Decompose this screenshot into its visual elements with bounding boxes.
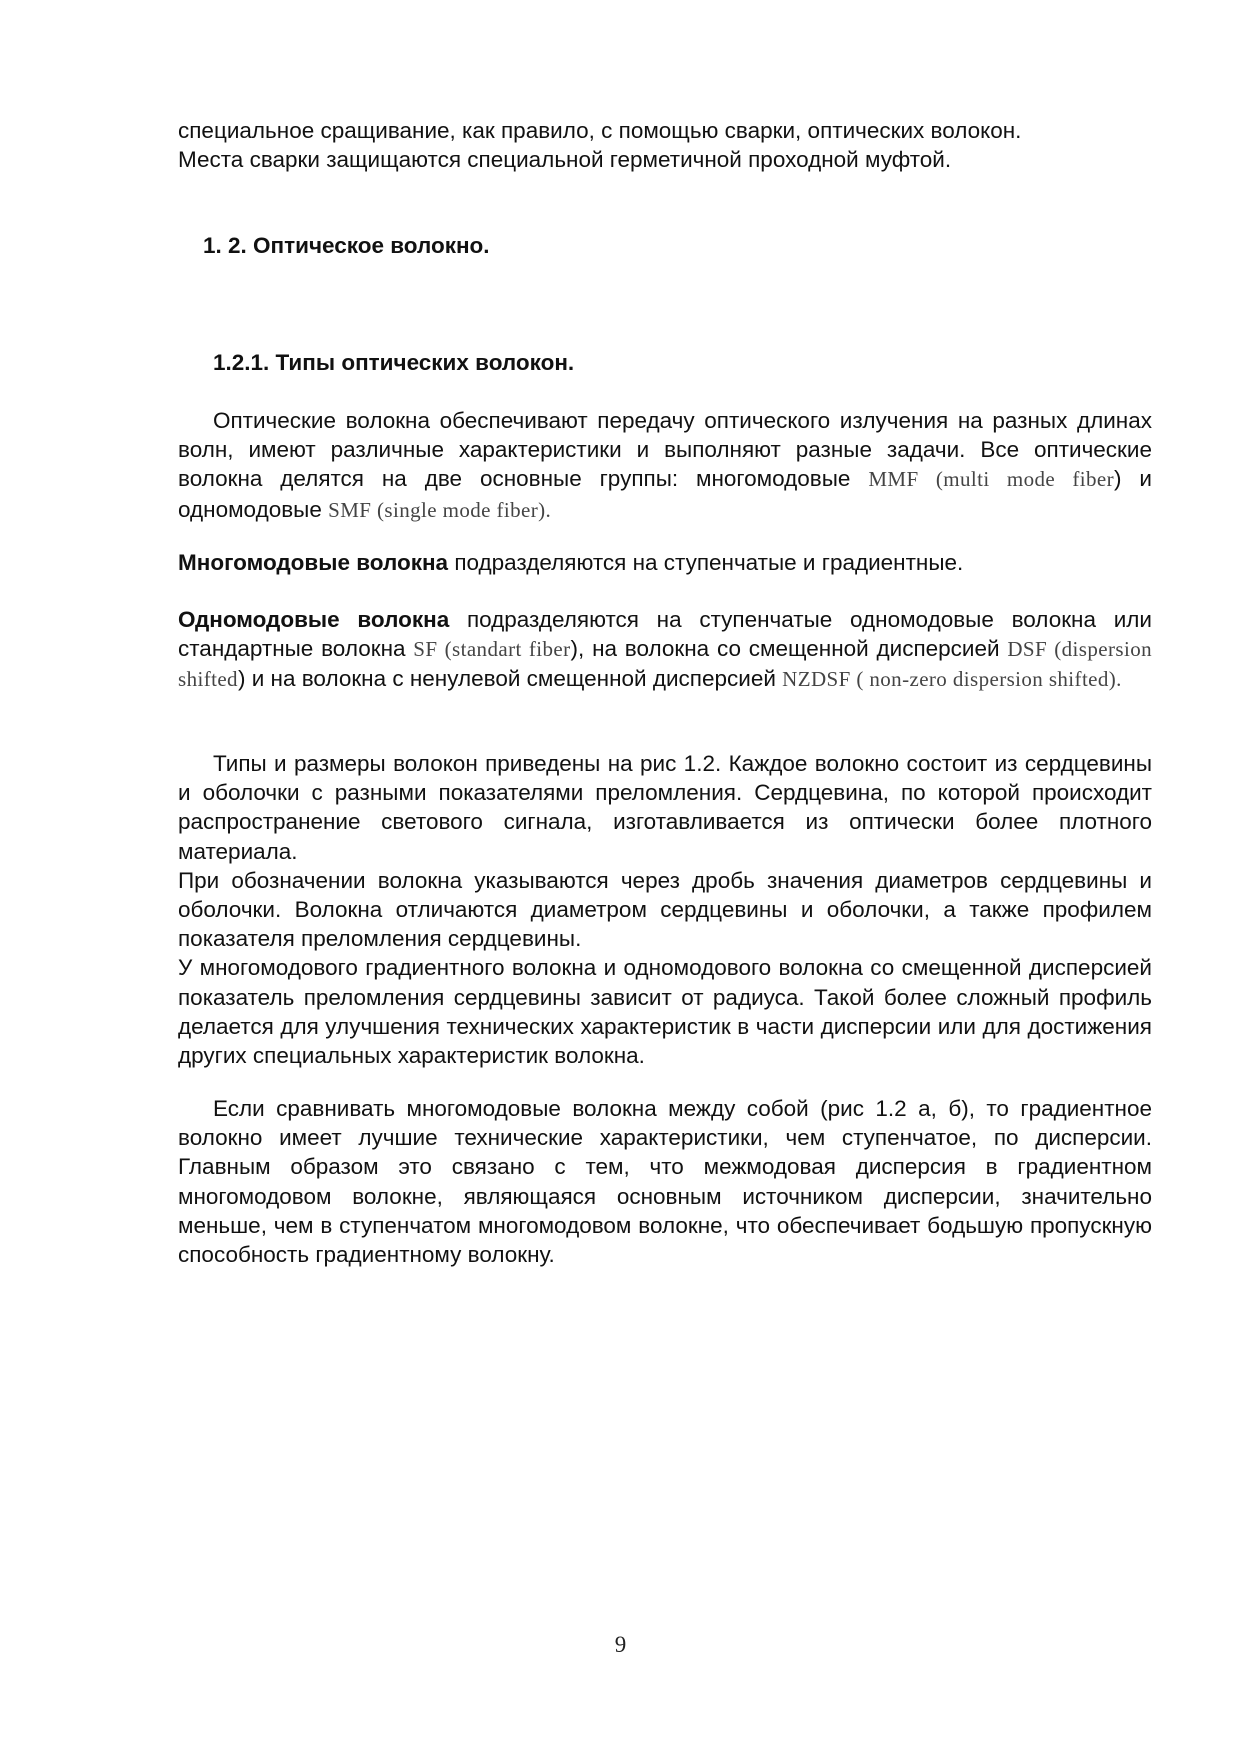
paragraph-comparison: Если сравнивать многомодовые волокна между собой (рис 1.2 а, б), то градиентное волокно имеет лучшие технические характеристики, чем ступенчатое, по дисперсии. Главным образом это связано с тем, что межмодовая дисперсия в градиентном многомодовом волокне, являющаяся основным источником дисперсии, значительно меньше, чем в ступенчатом многомодовом волокне, что обеспечивает бодьшую пропускную способность градиентному волокну.	[178, 1096, 1152, 1268]
paragraph-singlemode	[178, 605, 1152, 695]
paragraph-fiber-groups	[178, 406, 1152, 525]
smf-term: SMF (single mode fiber).	[328, 497, 552, 522]
paragraph-multimode	[178, 548, 1152, 577]
dsf-term: DSF (dispersion shifted	[178, 637, 1152, 692]
fiber-types-text-b: При обозначении волокна указываются через дробь значения диаметров сердцевины и оболочки. Волокна отличаются диаметром сердцевины и оболочки, а также профилем показателя преломления сердцевины.	[178, 867, 1152, 952]
intro-line-1: специальное сращивание, как правило, с помощью сварки, оптических волокон.	[178, 118, 1022, 143]
subsection-title: 1.2.1. Типы оптических волокон.	[213, 350, 575, 375]
intro-paragraph	[178, 116, 1152, 174]
page-number: 9	[614, 1632, 627, 1657]
paragraph-fiber-groups-text-b: ) и одномодовые	[178, 466, 1153, 522]
paragraph-singlemode-text-a: подразделяются на ступенчатые одномодовые волокна или стандартные волокна	[178, 607, 1152, 662]
paragraph-fiber-groups-text-a: Оптические волокна обеспечивают передачу оптического излучения на разных длинах волн, имеют различные характеристики и выполняют разные задачи. Все оптические волокна делятся на две основные группы: многомодовые	[178, 408, 1152, 492]
paragraph-fiber-types	[178, 749, 1152, 1070]
intro-line-2: Места сварки защищаются специальной герметичной проходной муфтой.	[178, 147, 952, 173]
sf-term: SF (standart fiber	[413, 637, 571, 662]
fiber-types-text-a: Типы и размеры волокон приведены на рис 1.2. Каждое волокно состоит из сердцевины и оболочки с разными показателями преломления. Сердцевина, по которой происходит распространение светового сигнала, изготавливается из оптически более плотного материала.	[178, 751, 1152, 864]
paragraph-singlemode-text-c: ) и на волокна с ненулевой смещенной дисперсией	[237, 666, 783, 692]
section-title: 1. 2. Оптическое волокно.	[203, 233, 490, 258]
singlemode-term: Одномодовые волокна	[178, 607, 450, 632]
nzdsf-term: NZDSF ( non-zero dispersion shifted).	[782, 667, 1122, 692]
paragraph-singlemode-text-b: ), на волокна со смещенной дисперсией	[570, 636, 1008, 662]
multimode-term: Многомодовые волокна	[178, 550, 449, 575]
paragraph-multimode-text: подразделяются на ступенчатые и градиентные.	[448, 550, 964, 575]
fiber-types-text-c: У многомодового градиентного волокна и одномодового волокна со смещенной дисперсией показатель преломления сердцевины зависит от радиуса. Такой более сложный профиль делается для улучшения технических характеристик в части дисперсии или для достижения других специальных характеристик волокна.	[178, 955, 1152, 1069]
mmf-term: MMF (multi mode fiber	[868, 467, 1115, 492]
